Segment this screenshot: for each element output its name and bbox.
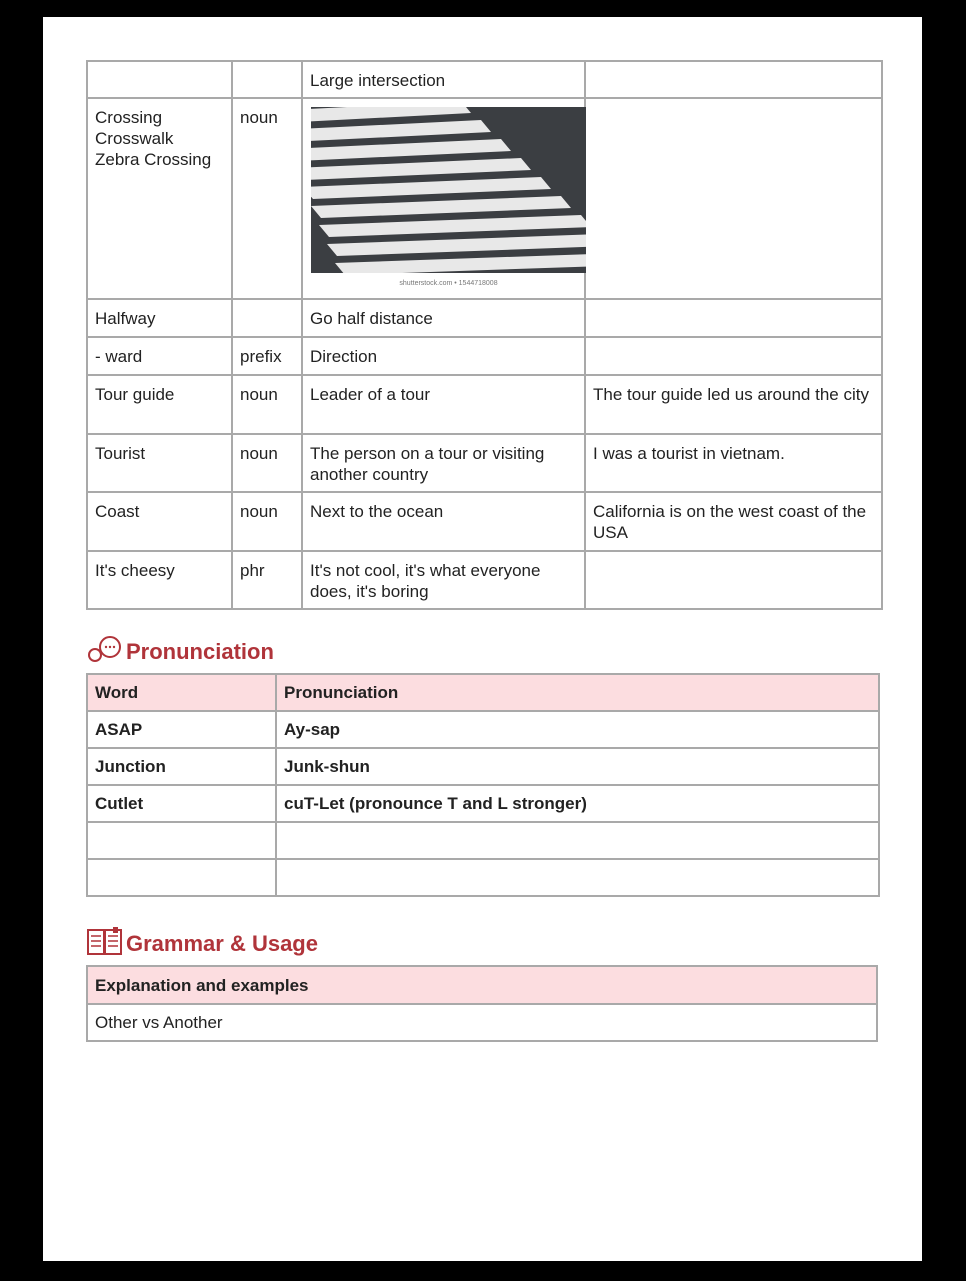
vocab-meaning: Leader of a tour bbox=[302, 375, 585, 434]
vocab-example bbox=[585, 61, 882, 98]
vocab-row bbox=[87, 492, 882, 551]
pronunciation-heading bbox=[86, 635, 274, 665]
vocab-meaning: Large intersection bbox=[302, 61, 585, 98]
vocab-row bbox=[87, 98, 882, 299]
pronunciation-row bbox=[87, 748, 879, 785]
image-caption: shutterstock.com • 1544718008 bbox=[399, 280, 498, 287]
vocab-word: Coast bbox=[87, 492, 232, 551]
word-cell: ASAP bbox=[87, 711, 276, 748]
pronunciation-header-row bbox=[87, 674, 879, 711]
vocab-meaning: Next to the ocean bbox=[302, 492, 585, 551]
vocab-word: Tourist bbox=[87, 434, 232, 492]
vocab-type bbox=[232, 61, 302, 98]
vocab-meaning bbox=[302, 98, 585, 299]
pronunciation-cell: Junk-shun bbox=[276, 748, 879, 785]
vocab-type bbox=[232, 299, 302, 337]
vocab-type: phr bbox=[232, 551, 302, 609]
vocab-meaning: It's not cool, it's what everyone does, it's boring bbox=[302, 551, 585, 609]
vocab-meaning: Go half distance bbox=[302, 299, 585, 337]
grammar-table bbox=[86, 965, 878, 1042]
vocabulary-table bbox=[86, 60, 883, 610]
crosswalk-image bbox=[311, 107, 586, 273]
vocab-meaning: Direction bbox=[302, 337, 585, 375]
vocab-type: noun bbox=[232, 98, 302, 299]
pronunciation-table bbox=[86, 673, 880, 897]
vocab-example: The tour guide led us around the city bbox=[585, 375, 882, 434]
pronunciation-cell: Ay-sap bbox=[276, 711, 879, 748]
vocab-type: prefix bbox=[232, 337, 302, 375]
vocab-word: Tour guide bbox=[87, 375, 232, 434]
word-cell: Junction bbox=[87, 748, 276, 785]
pronunciation-row bbox=[87, 785, 879, 822]
word-cell: Cutlet bbox=[87, 785, 276, 822]
vocab-word: Halfway bbox=[87, 299, 232, 337]
document-page bbox=[43, 17, 922, 1261]
vocab-row bbox=[87, 299, 882, 337]
vocab-row bbox=[87, 337, 882, 375]
pronunciation-cell bbox=[276, 859, 879, 896]
vocab-example bbox=[585, 98, 882, 299]
vocab-word: It's cheesy bbox=[87, 551, 232, 609]
vocab-example: I was a tourist in vietnam. bbox=[585, 434, 882, 492]
pronunciation-row bbox=[87, 711, 879, 748]
pronunciation-cell: cuT-Let (pronounce T and L stronger) bbox=[276, 785, 879, 822]
vocab-row bbox=[87, 551, 882, 609]
vocab-row bbox=[87, 61, 882, 98]
vocab-row bbox=[87, 434, 882, 492]
vocab-type: noun bbox=[232, 434, 302, 492]
vocab-word: - ward bbox=[87, 337, 232, 375]
vocab-type: noun bbox=[232, 492, 302, 551]
vocab-row bbox=[87, 375, 882, 434]
grammar-title: Grammar & Usage bbox=[126, 931, 318, 956]
header-word: Word bbox=[87, 674, 276, 711]
grammar-row: Other vs Another bbox=[87, 1004, 877, 1041]
book-icon bbox=[86, 925, 124, 957]
vocab-example bbox=[585, 337, 882, 375]
header-pronunciation: Pronunciation bbox=[276, 674, 879, 711]
word-cell bbox=[87, 822, 276, 859]
vocab-word: Crossing Crosswalk Zebra Crossing bbox=[87, 98, 232, 299]
grammar-heading bbox=[86, 925, 318, 957]
pronunciation-row bbox=[87, 822, 879, 859]
pronunciation-row bbox=[87, 859, 879, 896]
speech-bubbles-icon bbox=[86, 635, 124, 665]
pronunciation-title: Pronunciation bbox=[126, 639, 274, 664]
vocab-word bbox=[87, 61, 232, 98]
vocab-type: noun bbox=[232, 375, 302, 434]
grammar-header: Explanation and examples bbox=[87, 966, 877, 1004]
word-cell bbox=[87, 859, 276, 896]
vocab-example bbox=[585, 551, 882, 609]
vocab-example bbox=[585, 299, 882, 337]
pronunciation-cell bbox=[276, 822, 879, 859]
vocab-meaning: The person on a tour or visiting another country bbox=[302, 434, 585, 492]
vocab-example: California is on the west coast of the USA bbox=[585, 492, 882, 551]
